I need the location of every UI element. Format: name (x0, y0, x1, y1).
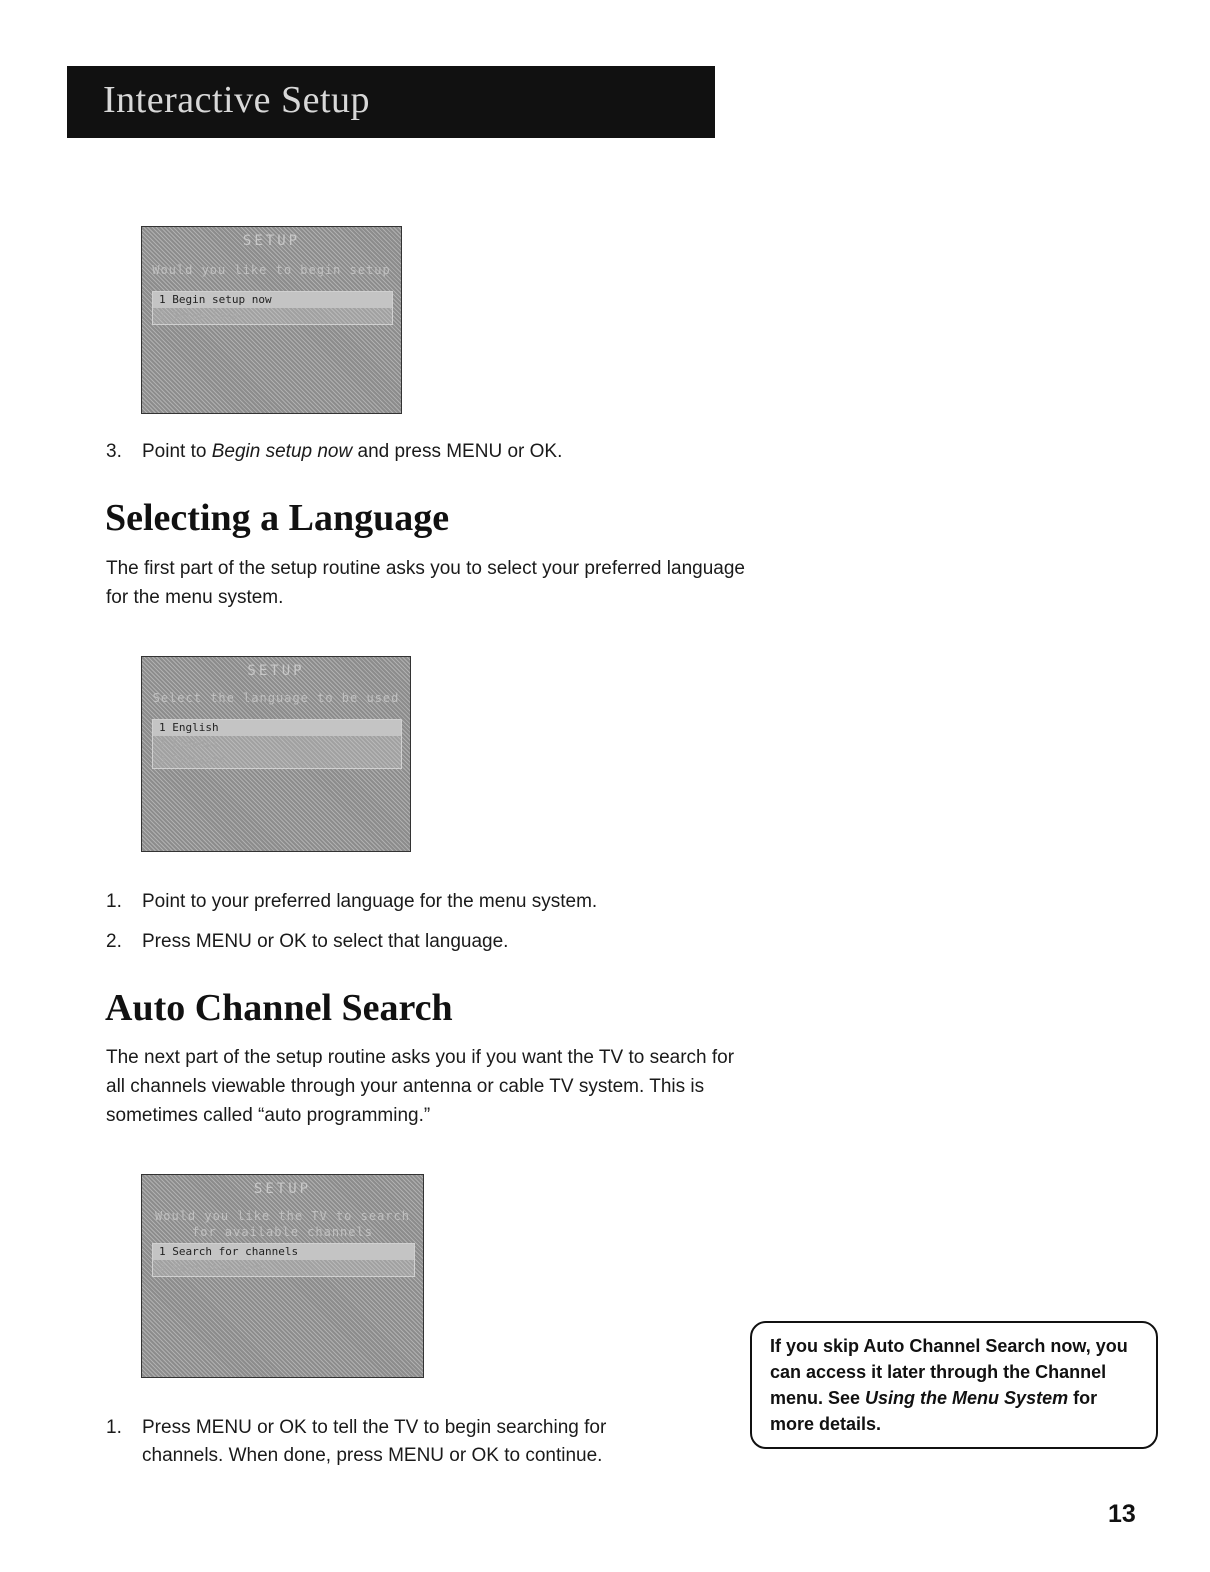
screen-menu (152, 1243, 415, 1277)
menu-option-skip-step[interactable]: 2 Skip this step (153, 1260, 414, 1276)
language-paragraph: The first part of the setup routine asks you to select your preferred language for the menu system. (106, 558, 745, 608)
tip-text-emphasis: Using the Menu System (865, 1388, 1069, 1408)
menu-option-setup-later[interactable]: 2 Setup later (153, 308, 392, 324)
step-text-post: and press MENU or OK. (352, 441, 563, 462)
setup-screen-begin (141, 226, 402, 414)
screen-menu (152, 719, 402, 769)
menu-option-espanol[interactable]: 2 Español (153, 736, 401, 752)
menu-option-begin-now[interactable]: 1 Begin setup now (153, 292, 392, 308)
screen-subtitle: Would you like to begin setup (152, 263, 391, 277)
screen-subtitle: Would you like the TV to search (155, 1209, 410, 1223)
screen-heading: SETUP (253, 1181, 312, 1197)
language-step-1 (106, 888, 597, 916)
screen-heading: SETUP (247, 663, 305, 679)
heading-selecting-language: Selecting a Language (105, 497, 450, 539)
setup-screen-channel-search (141, 1174, 424, 1378)
heading-auto-channel-search: Auto Channel Search (105, 987, 453, 1029)
menu-option-search-channels[interactable]: 1 Search for channels (153, 1244, 414, 1260)
menu-option-english[interactable]: 1 English (153, 720, 401, 736)
search-step-1 (106, 1414, 606, 1470)
step-text (142, 438, 562, 466)
tip-text-post: for more details. (770, 1388, 1098, 1434)
step-text-emphasis: Begin setup now (211, 441, 353, 462)
screen-subtitle: Select the language to be used (152, 691, 400, 705)
search-paragraph: The next part of the setup routine asks you if you want the TV to search for all channels viewable through your antenna or cable TV system. This is sometimes called “auto programming.” (106, 1047, 735, 1126)
menu-option-francais[interactable]: 3 Français (153, 752, 401, 768)
step-number: 1. (106, 891, 122, 912)
setup-screen-language (141, 656, 411, 852)
step-number: 1. (106, 1417, 122, 1438)
step-begin-setup (106, 438, 562, 466)
step-text-line2: channels. When done, press MENU or OK to continue. (142, 1445, 603, 1466)
step-text: Point to your preferred language for the menu system. (142, 891, 598, 912)
step-text-line1: Press MENU or OK to tell the TV to begin searching for (142, 1417, 607, 1438)
step-text: Press MENU or OK to select that language. (142, 931, 509, 952)
step-text-pre: Point to (142, 441, 212, 462)
header-banner (67, 66, 715, 138)
tip-box (750, 1321, 1158, 1449)
step-number: 2. (106, 931, 122, 952)
screen-heading: SETUP (242, 233, 301, 249)
banner-title: Interactive Setup (103, 79, 371, 121)
language-step-2 (106, 928, 508, 956)
step-text (142, 1414, 606, 1470)
page-number: 13 (1108, 1500, 1136, 1528)
screen-subtitle-line2: for available channels (192, 1225, 373, 1239)
step-number: 3. (106, 441, 122, 462)
screen-menu (152, 291, 393, 325)
tip-text-pre: If you skip Auto Channel Search now, you can access it later through the Channel menu. See (770, 1336, 1128, 1408)
